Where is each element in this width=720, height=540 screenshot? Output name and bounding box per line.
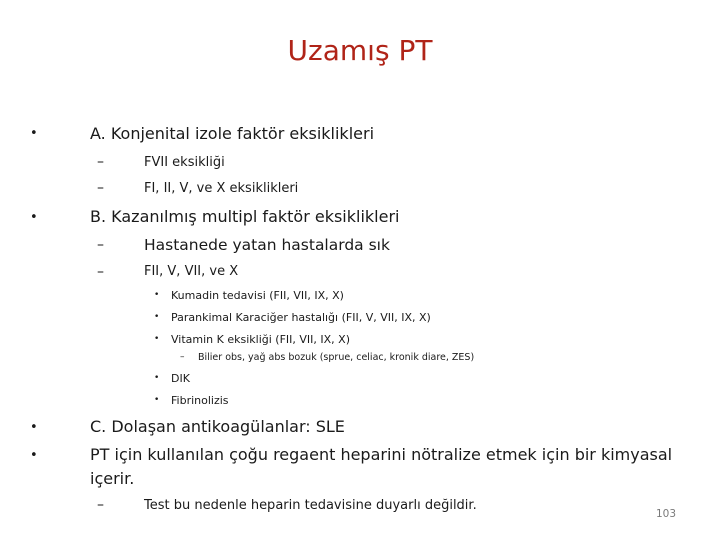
dash-marker: – [97, 237, 104, 253]
bullet-marker: • [154, 312, 160, 322]
bullet-marker: • [154, 395, 160, 405]
list-item-dik: DIK [171, 372, 190, 385]
bullet-marker: • [30, 126, 38, 141]
slide-title: Uzamış PT [287, 34, 433, 67]
item-a-sub-fi-ii-v-x: FI, II, V, ve X eksiklikleri [144, 181, 299, 196]
item-c-anticoagulants: C. Dolaşan antikoagülanlar: SLE [90, 417, 345, 436]
bullet-marker: • [154, 290, 160, 300]
item-b-sub-hospital: Hastanede yatan hastalarda sık [144, 236, 390, 254]
list-item-vitamin-k: Vitamin K eksikliği (FII, VII, IX, X) [171, 333, 350, 346]
item-pt-reagent-note-cont: içerir. [90, 469, 135, 488]
bullet-marker: • [154, 334, 160, 344]
bullet-marker: • [30, 448, 38, 463]
list-item-liver-disease: Parankimal Karaciğer hastalığı (FII, V, VII, IX, X) [171, 311, 431, 324]
list-item-kumadin: Kumadin tedavisi (FII, VII, IX, X) [171, 289, 344, 302]
page-number: 103 [656, 508, 677, 520]
bullet-marker: • [30, 420, 38, 435]
bullet-marker: • [30, 210, 38, 225]
dash-marker: – [180, 352, 185, 362]
bullet-marker: • [154, 373, 160, 383]
dash-marker: – [97, 497, 104, 513]
dash-marker: – [97, 154, 104, 170]
list-item-fibrinolizis: Fibrinolizis [171, 394, 229, 407]
list-item-vitamin-k-sub: Bilier obs, yağ abs bozuk (sprue, celiac, kronik diare, ZES) [198, 352, 475, 363]
item-a-congenital: A. Konjenital izole faktör eksiklikleri [90, 124, 375, 143]
dash-marker: – [97, 264, 104, 280]
item-pt-reagent-note: PT için kullanılan çoğu regaent heparini nötralize etmek için bir kimyasal [90, 445, 673, 464]
dash-marker: – [97, 180, 104, 196]
item-a-sub-fvii: FVII eksikliği [144, 155, 225, 170]
item-b-sub-fii-v-vii-x: FII, V, VII, ve X [144, 264, 239, 279]
item-pt-note-sub: Test bu nedenle heparin tedavisine duyarlı değildir. [144, 498, 477, 513]
item-b-acquired: B. Kazanılmış multipl faktör eksiklikleri [90, 207, 400, 226]
